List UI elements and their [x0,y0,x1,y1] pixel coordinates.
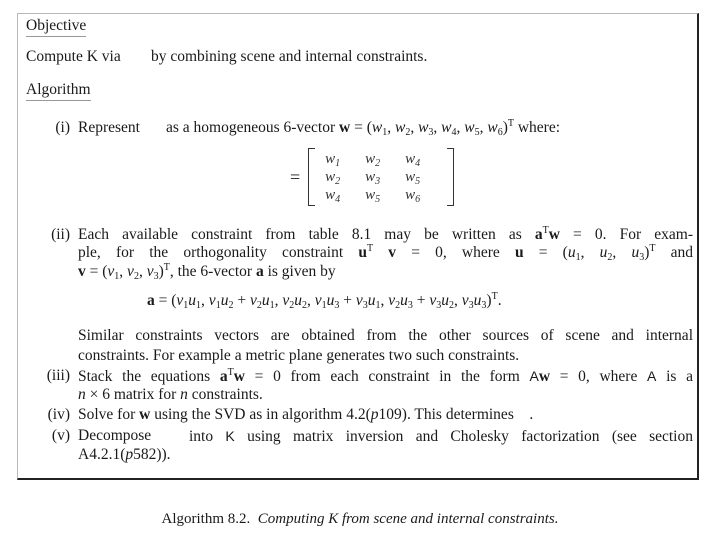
caption-title: Computing K from scene and internal constraints. [257,511,559,527]
objective-text-part2: by combining scene and internal constraints. [151,48,428,65]
step-number: (iii) [46,367,70,384]
step-ii-line2: ple, for the orthogonality constraint $u^T$ v = 0, where $u = (u_1$, $u_2$, $u_3)^T$ and [78,243,694,263]
step-v-line2: A4.2.1(p582)). [78,446,171,463]
matrix-cell: $w_2$ [325,169,341,187]
matrix-cell: $w_4$ [325,187,341,205]
step-number: (iv) [47,406,70,423]
matrix-cell: $w_5$ [365,187,381,205]
step-ii-para-line1: Similar constraints vectors are obtained from the other sources of scene and internal [78,327,693,344]
objective-text-part1: Compute K via [26,48,121,65]
step-v-text-b: into K using matrix inversion and Cholesky factorization (see section [189,428,693,445]
step-iii-line2: n × 6 matrix for n constraints. [78,386,263,403]
w-matrix [290,148,454,206]
algorithm-heading: Algorithm [26,81,91,101]
matrix-cell: $w_2$ [365,151,381,169]
step-ii-line3: $v = (v_1$, $v_2$, $v_3)^T$, the 6-vector a is given by [78,262,336,282]
figure-caption [0,511,720,528]
matrix-cell: $w_6$ [405,187,421,205]
right-bracket [447,148,454,206]
caption-label: Algorithm 8.2. [161,511,251,527]
matrix-cell: $w_5$ [405,169,421,187]
step-iii-line1: Stack the equations $a^Tw = 0$ from each constraint in the form Aw = 0, where A is a [78,367,694,385]
step-i-text-b: as a homogeneous 6-vector $w = (w_1$, $w_2$, $w_3$, $w_4$, $w_5$, $w_6)^T$ where: [166,118,561,138]
matrix-cell: $w_3$ [365,169,381,187]
step-ii-para-line2: constraints. For example a metric plane generates two such constraints. [78,347,520,364]
step-number: (ii) [51,226,70,243]
step-number: (i) [55,119,70,136]
matrix-grid [315,150,447,204]
step-i-text-a: Represent [78,119,140,136]
step-ii-line1: Each available constraint from table 8.1 may be written as $a^Tw = 0$. For exam- [78,225,693,243]
step-number: (v) [51,427,70,444]
step-iv-line1: Solve for w using the SVD as in algorithm 4.2(p109). This determines . [78,406,534,423]
matrix-cell: $w_4$ [405,151,421,169]
equals-sign: = [290,166,301,187]
a-vector-equation: $a = (v_1u_1$, $v_1u_2 + v_2u_1$, $v_2u_2$, $v_1u_3 + v_3u_1$, $v_2u_3 + v_3u_2$, $v_3u_3)^T$. [147,291,502,311]
objective-heading: Objective [26,17,86,37]
matrix-cell: $w_1$ [325,151,341,169]
left-bracket [308,148,315,206]
step-v-text-a: Decompose [78,427,152,444]
